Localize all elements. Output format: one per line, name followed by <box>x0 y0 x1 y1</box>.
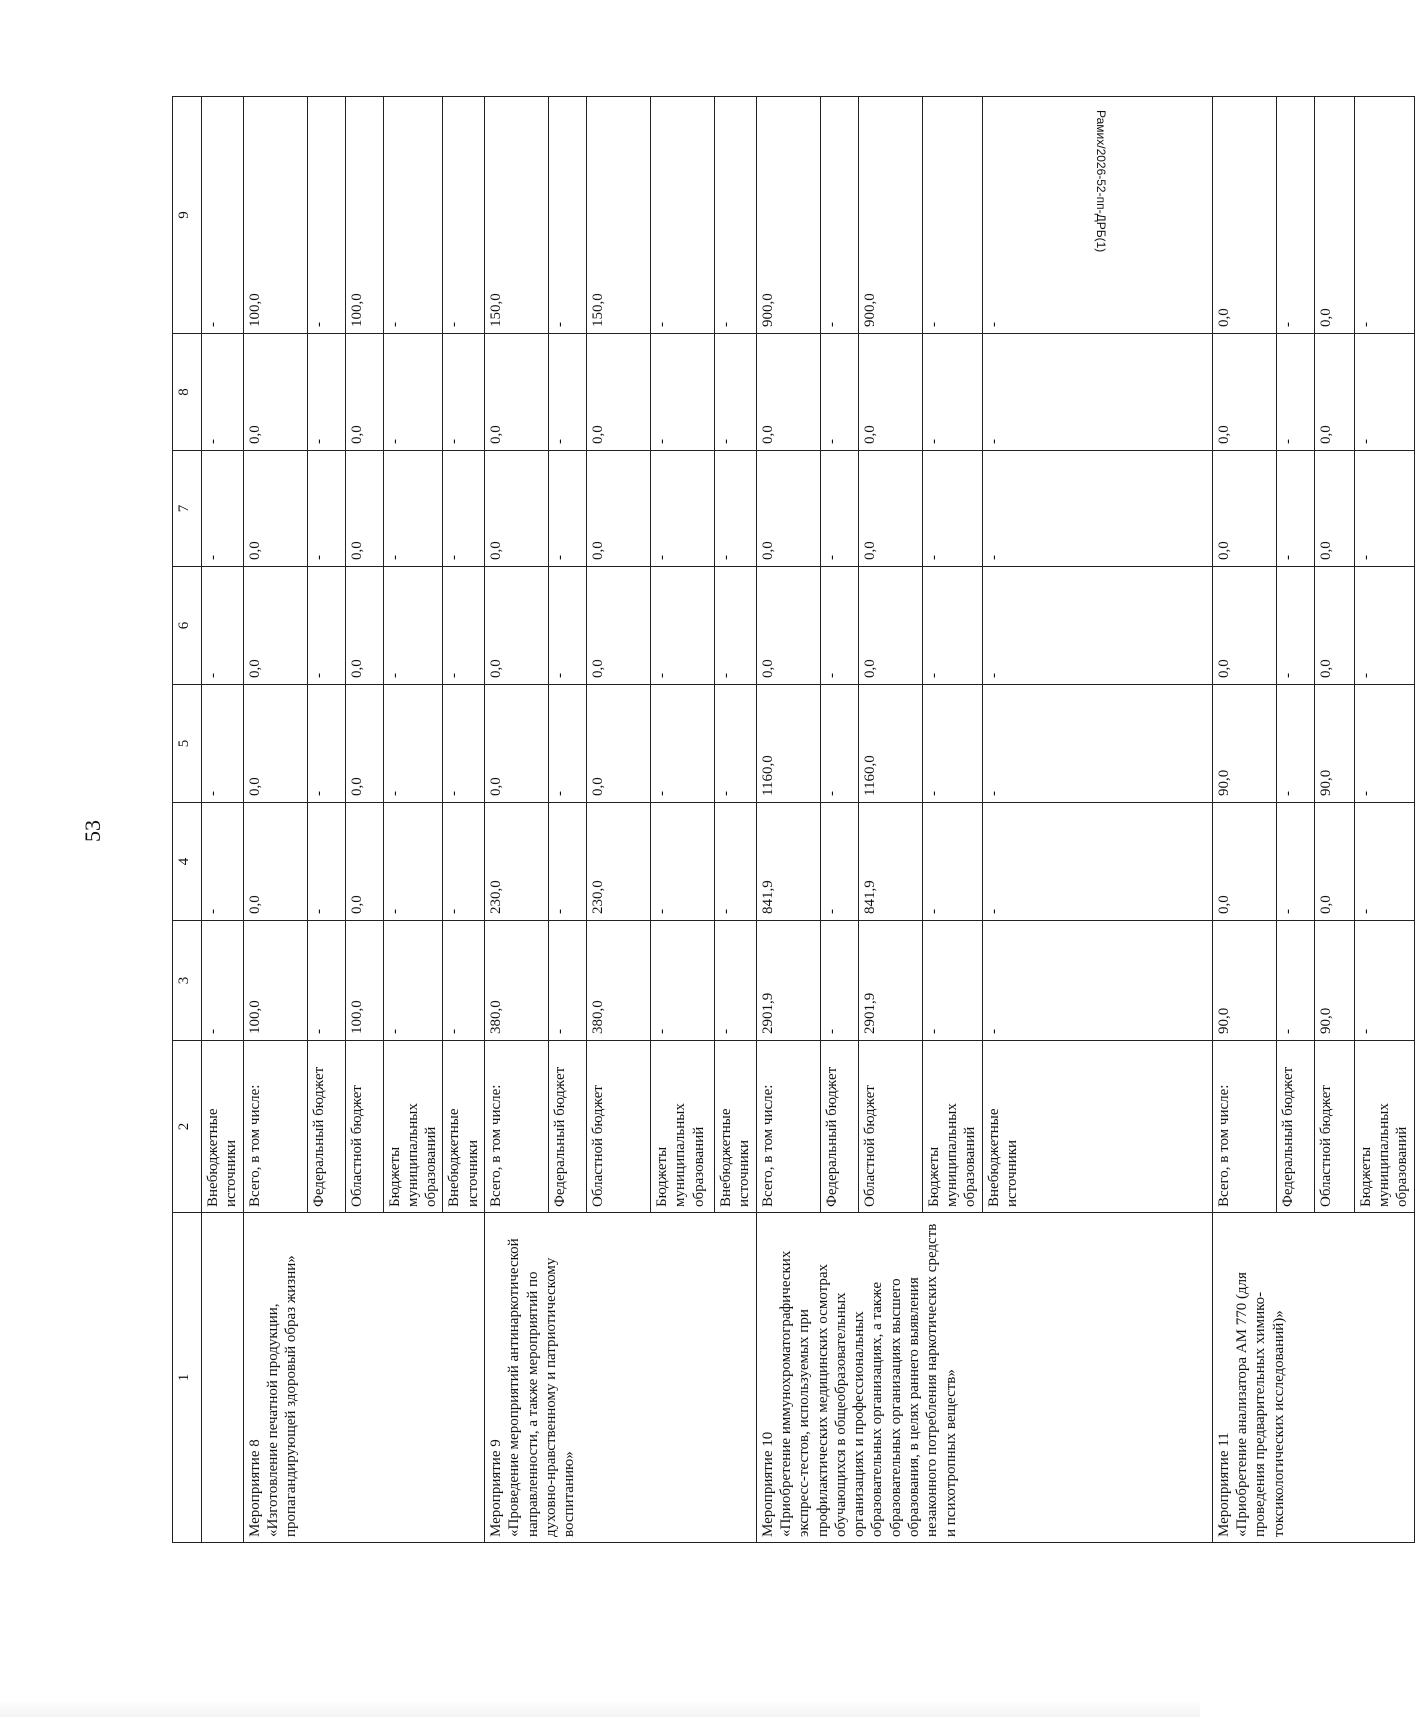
activity-title-cell: Мероприятие 9 «Проведение мероприятий антинаркотической направленности, а также мероприятий по духовно-нравственному и патриотическому воспитанию» <box>485 1213 757 1543</box>
value-cell: - <box>820 567 858 685</box>
funding-source-cell: Внебюджетные источники <box>715 1041 757 1213</box>
funding-source-cell: Областной бюджет <box>858 1041 922 1213</box>
value-cell: - <box>202 803 244 921</box>
value-cell: - <box>1354 567 1414 685</box>
funding-source-cell: Областной бюджет <box>587 1041 651 1213</box>
value-cell: 0,0 <box>243 334 307 451</box>
value-cell: 100,0 <box>345 97 383 334</box>
funding-source-cell: Федеральный бюджет <box>549 1041 587 1213</box>
value-cell: - <box>383 334 443 451</box>
value-cell: 0,0 <box>485 685 549 803</box>
value-cell: 100,0 <box>345 921 383 1041</box>
value-cell: 0,0 <box>1212 97 1276 334</box>
table-body <box>173 97 1415 1543</box>
value-cell: - <box>922 451 982 567</box>
value-cell: - <box>922 97 982 334</box>
funding-source-cell: Всего, в том числе: <box>1212 1041 1276 1213</box>
value-cell: 0,0 <box>858 567 922 685</box>
value-cell: - <box>922 685 982 803</box>
funding-source-cell: Федеральный бюджет <box>1276 1041 1314 1213</box>
value-cell: 0,0 <box>243 567 307 685</box>
value-cell: 0,0 <box>345 451 383 567</box>
value-cell: - <box>1354 803 1414 921</box>
value-cell: - <box>549 567 587 685</box>
table-row <box>202 97 244 1543</box>
funding-source-cell: Бюджеты муниципальных образований <box>1354 1041 1414 1213</box>
value-cell: 900,0 <box>756 97 820 334</box>
value-cell: - <box>1276 451 1314 567</box>
value-cell: - <box>651 803 715 921</box>
value-cell: - <box>307 567 345 685</box>
value-cell: - <box>715 803 757 921</box>
value-cell: - <box>982 803 1212 921</box>
header-row <box>173 97 202 1543</box>
value-cell: 90,0 <box>1314 921 1354 1041</box>
funding-source-cell: Всего, в том числе: <box>756 1041 820 1213</box>
value-cell: 0,0 <box>587 451 651 567</box>
column-header: 2 <box>173 1041 202 1213</box>
value-cell: - <box>443 567 485 685</box>
value-cell: - <box>549 685 587 803</box>
value-cell: - <box>715 685 757 803</box>
value-cell: - <box>307 334 345 451</box>
funding-source-cell: Областной бюджет <box>345 1041 383 1213</box>
value-cell: - <box>715 567 757 685</box>
value-cell: - <box>1276 921 1314 1041</box>
value-cell: - <box>443 97 485 334</box>
funding-source-cell: Всего, в том числе: <box>485 1041 549 1213</box>
value-cell: - <box>307 803 345 921</box>
value-cell: 0,0 <box>1212 334 1276 451</box>
column-header: 6 <box>173 567 202 685</box>
value-cell: - <box>820 685 858 803</box>
value-cell: 0,0 <box>858 451 922 567</box>
value-cell: - <box>1276 97 1314 334</box>
column-header: 3 <box>173 921 202 1041</box>
activity-title-cell: Мероприятие 11 «Приобретение анализатора АМ 770 (для проведения предварительных химико-токсикологических исследований)» <box>1212 1213 1414 1543</box>
column-header: 9 <box>173 97 202 334</box>
value-cell: - <box>383 685 443 803</box>
value-cell: - <box>1276 685 1314 803</box>
value-cell: - <box>1354 921 1414 1041</box>
scan-edge <box>0 1700 1200 1717</box>
funding-source-cell: Федеральный бюджет <box>820 1041 858 1213</box>
value-cell: 100,0 <box>243 97 307 334</box>
funding-source-cell: Бюджеты муниципальных образований <box>922 1041 982 1213</box>
value-cell: 0,0 <box>756 334 820 451</box>
value-cell: - <box>922 334 982 451</box>
value-cell: 2901,9 <box>858 921 922 1041</box>
value-cell: - <box>383 803 443 921</box>
value-cell: - <box>820 97 858 334</box>
value-cell: - <box>982 334 1212 451</box>
value-cell: - <box>820 921 858 1041</box>
value-cell: - <box>383 451 443 567</box>
value-cell: 0,0 <box>485 334 549 451</box>
value-cell: - <box>820 803 858 921</box>
value-cell: - <box>982 921 1212 1041</box>
value-cell: - <box>715 451 757 567</box>
value-cell: - <box>549 803 587 921</box>
value-cell: - <box>202 921 244 1041</box>
column-header: 4 <box>173 803 202 921</box>
table-row <box>1212 97 1276 1543</box>
funding-table <box>172 96 1415 1543</box>
continued-title-cell <box>202 1213 244 1543</box>
value-cell: 0,0 <box>858 334 922 451</box>
value-cell: 0,0 <box>1314 567 1354 685</box>
value-cell: - <box>1354 97 1414 334</box>
funding-source-cell: Федеральный бюджет <box>307 1041 345 1213</box>
value-cell: 380,0 <box>485 921 549 1041</box>
column-header: 1 <box>173 1213 202 1543</box>
value-cell: - <box>1354 334 1414 451</box>
value-cell: 230,0 <box>587 803 651 921</box>
value-cell: - <box>715 334 757 451</box>
value-cell: 900,0 <box>858 97 922 334</box>
value-cell: - <box>715 921 757 1041</box>
value-cell: 0,0 <box>345 685 383 803</box>
funding-source-cell: Внебюджетные источники <box>982 1041 1212 1213</box>
value-cell: 150,0 <box>587 97 651 334</box>
value-cell: 0,0 <box>756 567 820 685</box>
funding-source-cell: Внебюджетные источники <box>202 1041 244 1213</box>
value-cell: - <box>549 334 587 451</box>
value-cell: - <box>715 97 757 334</box>
value-cell: 2901,9 <box>756 921 820 1041</box>
value-cell: - <box>443 921 485 1041</box>
value-cell: - <box>1354 451 1414 567</box>
value-cell: 100,0 <box>243 921 307 1041</box>
value-cell: - <box>443 451 485 567</box>
funding-source-cell: Бюджеты муниципальных образований <box>383 1041 443 1213</box>
value-cell: - <box>651 921 715 1041</box>
value-cell: 0,0 <box>1314 451 1354 567</box>
value-cell: - <box>307 921 345 1041</box>
table-row <box>756 97 820 1543</box>
value-cell: 90,0 <box>1314 685 1354 803</box>
value-cell: 230,0 <box>485 803 549 921</box>
value-cell: - <box>922 567 982 685</box>
value-cell: - <box>202 567 244 685</box>
value-cell: - <box>982 685 1212 803</box>
value-cell: - <box>383 567 443 685</box>
value-cell: - <box>383 921 443 1041</box>
value-cell: 0,0 <box>756 451 820 567</box>
value-cell: - <box>820 451 858 567</box>
value-cell: - <box>1276 803 1314 921</box>
value-cell: 0,0 <box>587 685 651 803</box>
table-row <box>485 97 549 1543</box>
value-cell: 0,0 <box>587 334 651 451</box>
value-cell: - <box>651 97 715 334</box>
value-cell: - <box>1276 334 1314 451</box>
value-cell: 0,0 <box>243 803 307 921</box>
value-cell: 0,0 <box>243 451 307 567</box>
value-cell: - <box>922 803 982 921</box>
activity-title-cell: Мероприятие 10 «Приобретение иммунохроматографических экспресс-тестов, используемых при профилактических медицинских осмотрах обучающихся в общеобразовательных организациях и профессиональных образовательных организациях, а также образовательных организациях высшего образования, в целях раннего выявления незаконного потребления наркотических средств и психотропных веществ» <box>756 1213 1212 1543</box>
value-cell: 0,0 <box>485 567 549 685</box>
value-cell: 0,0 <box>485 451 549 567</box>
value-cell: - <box>922 921 982 1041</box>
value-cell: - <box>202 685 244 803</box>
value-cell: - <box>443 334 485 451</box>
value-cell: 0,0 <box>1212 567 1276 685</box>
value-cell: - <box>443 803 485 921</box>
value-cell: - <box>982 567 1212 685</box>
value-cell: 841,9 <box>858 803 922 921</box>
value-cell: 0,0 <box>1314 334 1354 451</box>
value-cell: 0,0 <box>587 567 651 685</box>
value-cell: - <box>443 685 485 803</box>
value-cell: 1160,0 <box>756 685 820 803</box>
value-cell: - <box>549 451 587 567</box>
value-cell: 1160,0 <box>858 685 922 803</box>
funding-source-cell: Областной бюджет <box>1314 1041 1354 1213</box>
value-cell: - <box>982 97 1212 334</box>
value-cell: - <box>307 451 345 567</box>
value-cell: - <box>549 921 587 1041</box>
table-row <box>243 97 307 1543</box>
funding-source-cell: Бюджеты муниципальных образований <box>651 1041 715 1213</box>
value-cell: 380,0 <box>587 921 651 1041</box>
value-cell: 0,0 <box>1314 97 1354 334</box>
value-cell: - <box>982 451 1212 567</box>
value-cell: - <box>202 451 244 567</box>
value-cell: - <box>651 451 715 567</box>
value-cell: 0,0 <box>345 334 383 451</box>
page-number: 53 <box>80 820 105 842</box>
column-header: 5 <box>173 685 202 803</box>
value-cell: - <box>651 567 715 685</box>
value-cell: 0,0 <box>1212 451 1276 567</box>
value-cell: - <box>820 334 858 451</box>
value-cell: 0,0 <box>345 803 383 921</box>
value-cell: - <box>202 97 244 334</box>
value-cell: - <box>1276 567 1314 685</box>
value-cell: 90,0 <box>1212 921 1276 1041</box>
funding-source-cell: Всего, в том числе: <box>243 1041 307 1213</box>
funding-source-cell: Внебюджетные источники <box>443 1041 485 1213</box>
value-cell: 150,0 <box>485 97 549 334</box>
value-cell: 0,0 <box>345 567 383 685</box>
value-cell: 0,0 <box>1212 803 1276 921</box>
value-cell: - <box>202 334 244 451</box>
value-cell: - <box>307 97 345 334</box>
value-cell: - <box>307 685 345 803</box>
activity-title-cell: Мероприятие 8 «Изготовление печатной продукции, пропагандирующей здоровый образ жизни» <box>243 1213 484 1543</box>
value-cell: - <box>549 97 587 334</box>
footer-code: Рамих/2026-52-пп-ДРБ(1) <box>1094 110 1108 253</box>
value-cell: 841,9 <box>756 803 820 921</box>
value-cell: 0,0 <box>1314 803 1354 921</box>
value-cell: - <box>651 334 715 451</box>
value-cell: - <box>383 97 443 334</box>
column-header: 8 <box>173 334 202 451</box>
value-cell: 0,0 <box>243 685 307 803</box>
value-cell: - <box>1354 685 1414 803</box>
column-header: 7 <box>173 451 202 567</box>
value-cell: 90,0 <box>1212 685 1276 803</box>
value-cell: - <box>651 685 715 803</box>
